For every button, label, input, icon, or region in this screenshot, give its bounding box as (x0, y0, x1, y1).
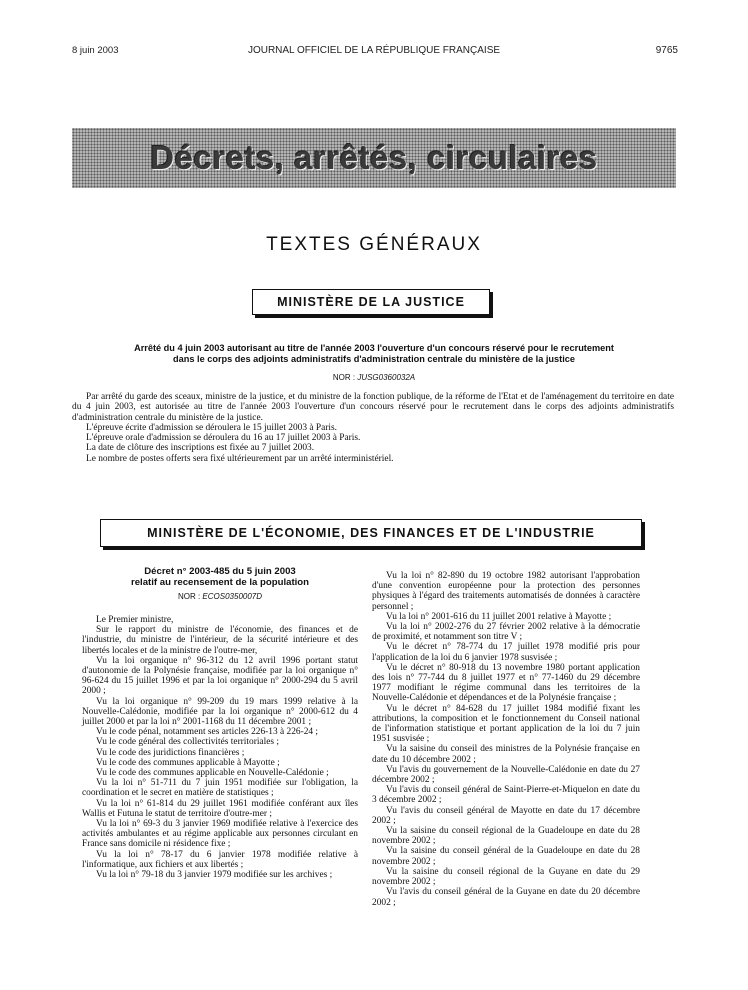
paragraph: Vu la loi n° 2001-616 du 11 juillet 2001 relative à Mayotte ; (386, 611, 612, 622)
paragraph: Vu le code des communes applicable en Nouvelle-Calédonie ; (96, 768, 329, 779)
header-title: JOURNAL OFFICIEL DE LA RÉPUBLIQUE FRANÇAISE (247, 45, 501, 56)
paragraph: Vu le code pénal, notamment ses articles 226-13 à 226-24 ; (96, 727, 319, 738)
paragraph: Vu la loi organique n° 96-312 du 12 avril 1996 portant statut d'autonomie de la Polynésie française, modifiée par la loi organique n° 96-624 du 15 juillet 1996 et par la loi organique n° 2000-294 du 5 avril 2000 ; (82, 655, 358, 697)
paragraph: Vu la saisine du conseil régional de la Guadeloupe en date du 28 novembre 2002 ; (372, 826, 640, 847)
paragraph: Vu la loi n° 61-814 du 29 juillet 1961 modifiée conférant aux îles Wallis et Futuna le statut de territoire d'outre-mer ; (82, 798, 358, 819)
arrete-body (72, 392, 674, 464)
paragraph: Vu l'avis du conseil général de Mayotte en date du 17 décembre 2002 ; (372, 805, 640, 826)
page-number: 9765 (655, 45, 678, 56)
ministry-heading-economie: MINISTÈRE DE L'ÉCONOMIE, DES FINANCES ET DE L'INDUSTRIE (100, 519, 642, 547)
header-date: 8 juin 2003 (72, 45, 119, 56)
paragraph: La date de clôture des inscriptions est fixée au 7 juillet 2003. (86, 443, 315, 454)
ministry-heading-justice: MINISTÈRE DE LA JUSTICE (252, 289, 490, 315)
section-title: TEXTES GÉNÉRAUX (266, 234, 482, 255)
decret-title (82, 566, 358, 588)
arrete-title-line: Arrêté du 4 juin 2003 autorisant au titre de l'année 2003 l'ouverture d'un concours réservé pour le recrutement (134, 343, 614, 353)
nor-label: NOR : (177, 592, 203, 601)
paragraph: Vu l'avis du gouvernement de la Nouvelle-Calédonie en date du 27 décembre 2002 ; (372, 764, 640, 786)
nor-value: JUSG0360032A (357, 373, 416, 382)
paragraph: Par arrêté du garde des sceaux, ministre de la justice, et du ministre de la fonction publique, de la réforme de l'Etat et de l'aménagement du territoire en date du 4 juin 2003, est autorisée au titre de l'année 2003 l'ouverture d'un concours réservé pour le recrutement dans le corps des adjoints administratifs d'administration centrale du ministère de la justice. (72, 392, 674, 423)
paragraph: Vu le décret n° 84-628 du 17 juillet 1984 modifié fixant les attributions, la composition et le fonctionnement du Conseil national de l'information statistique et portant application de la loi du 7 juin 1951 susvisée ; (372, 703, 640, 745)
arrete-title-line: dans le corps des adjoints administratifs d'administration centrale du ministère de la justice (173, 354, 575, 364)
paragraph: Vu le code général des collectivités territoriales ; (96, 737, 279, 748)
paragraph: Vu la loi n° 78-17 du 6 janvier 1978 modifiée relative à l'informatique, aux fichiers et aux libertés ; (82, 849, 358, 870)
paragraph: Vu le code des communes applicable à Mayotte ; (96, 757, 280, 768)
paragraph: Vu la loi n° 2002-276 du 27 février 2002 relative à la démocratie de proximité, et notamment son titre V ; (372, 622, 640, 643)
paragraph: Vu le décret n° 80-918 du 13 novembre 1980 portant application des lois n° 77-744 du 8 juillet 1977 et n° 77-1460 du 29 décembre 1977 modifiant le régime communal dans les territoires de la Nouvelle-Calédonie et dépendances et de la Polynésie française ; (372, 662, 640, 704)
paragraph: Vu la saisine du conseil régional de la Guyane en date du 29 novembre 2002 ; (372, 866, 640, 888)
nor-value: ECOS0350007D (202, 592, 263, 601)
paragraph: Vu la loi n° 51-711 du 7 juin 1951 modifiée sur l'obligation, la coordination et le secret en matière de statistiques ; (82, 778, 358, 799)
paragraph: Vu le code des juridictions financières ; (96, 747, 245, 758)
paragraph: Le Premier ministre, (96, 615, 174, 625)
paragraph: Vu la loi n° 82-890 du 19 octobre 1982 autorisant l'approbation d'une convention européenne pour la protection des personnes physiques à l'égard des traitements automatisés de données à caractère personnel ; (372, 571, 640, 612)
paragraph: L'épreuve orale d'admission se déroulera du 16 au 17 juillet 2003 à Paris. (86, 433, 361, 444)
decret-column-right (372, 571, 640, 908)
paragraph: Vu l'avis du conseil général de la Guyane en date du 20 décembre 2002 ; (372, 887, 640, 908)
decret-column-left (82, 566, 358, 880)
decret-title-line: relatif au recensement de la population (130, 577, 310, 588)
paragraph: Sur le rapport du ministre de l'économie, des finances et de l'industrie, du ministre de l'intérieur, de la sécurité intérieure et des libertés locales et de la ministre de l'outre-mer, (82, 625, 358, 656)
category-banner (72, 128, 676, 188)
paragraph: Vu l'avis du conseil général de Saint-Pierre-et-Miquelon en date du 3 décembre 2002 ; (372, 785, 640, 806)
decret-title-line: Décret n° 2003-485 du 5 juin 2003 (144, 566, 296, 577)
paragraph: Vu le décret n° 78-774 du 17 juillet 1978 modifié pris pour l'application de la loi du 6 janvier 1978 susvisée ; (372, 642, 640, 663)
nor-label: NOR : (332, 373, 358, 382)
paragraph: Vu la loi n° 69-3 du 3 janvier 1969 modifiée relative à l'exercice des activités ambulantes et au régime applicable aux personnes circulant en France sans domicile ni résidence fixe ; (82, 819, 358, 850)
decret-nor (82, 592, 358, 601)
paragraph: L'épreuve écrite d'admission se déroulera le 15 juillet 2003 à Paris. (86, 422, 337, 433)
banner-text: Décrets, arrêtés, circulaires (150, 139, 598, 176)
paragraph: Vu la loi organique n° 99-209 du 19 mars 1999 relative à la Nouvelle-Calédonie, modifiée par la loi organique n° 2000-612 du 4 juillet 2000 et par la loi n° 2001-1168 du 11 décembre 2001 ; (82, 696, 358, 728)
paragraph: Vu la saisine du conseil général de la Guadeloupe en date du 28 novembre 2002 ; (372, 846, 640, 867)
arrete-nor (0, 373, 748, 382)
paragraph: Le nombre de postes offerts sera fixé ultérieurement par un arrêté interministériel. (86, 453, 394, 464)
paragraph: Vu la loi n° 79-18 du 3 janvier 1979 modifiée sur les archives ; (96, 870, 333, 881)
arrete-title (84, 343, 664, 365)
paragraph: Vu la saisine du conseil des ministres de la Polynésie française en date du 10 décembre 2002 ; (372, 744, 640, 765)
